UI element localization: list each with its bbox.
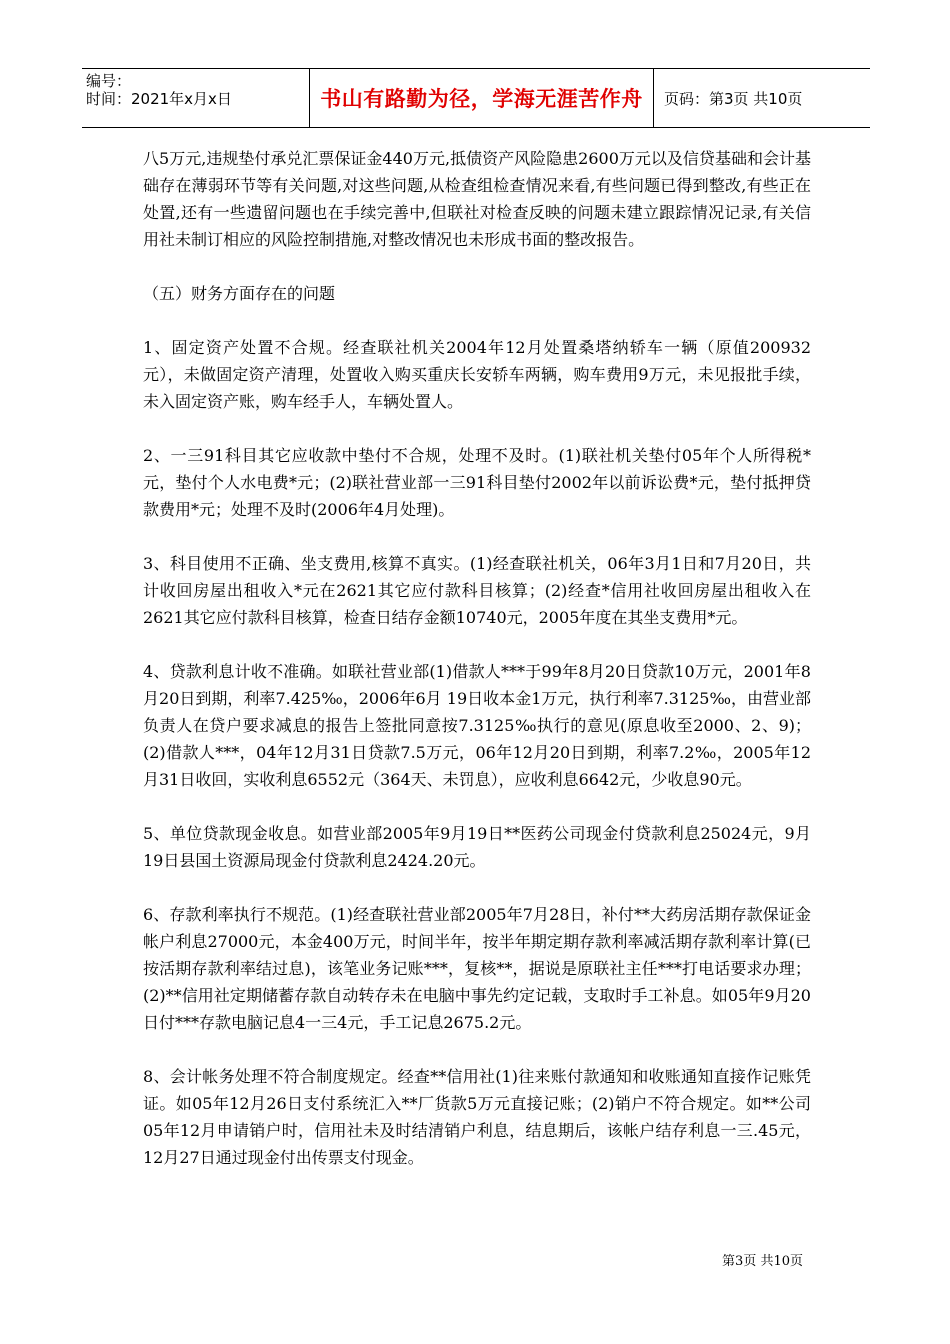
page-footer: 第3页 共10页 bbox=[722, 1254, 803, 1269]
paragraph: 2、一三91科目其它应收款中垫付不合规，处理不及时。(1)联社机关垫付05年个人所得税*元，垫付个人水电费*元；(2)联社营业部一三91科目垫付2002年以前诉讼费*元，垫付抵押贷款费用*元；处理不及时(2006年4月处理)。 bbox=[143, 446, 811, 519]
document-number-label: 编号： bbox=[86, 72, 132, 90]
paragraph: 6、存款利率执行不规范。(1)经查联社营业部2005年7月28日，补付**大药房活期存款保证金帐户利息27000元，本金400万元，时间半年，按半年期定期存款利率减活期存款利率计算(已按活期存款利率结过息)，该笔业务记账***，复核**，据说是原联社主任***打电话要求办理；(2)**信用社定期储蓄存款自动转存未在电脑中事先约定记载，支取时手工补息。如05年9月20日付***存款电脑记息4一三4元，手工记息2675.2元。 bbox=[143, 905, 811, 1032]
document-time-label: 时间：2021年x月x日 bbox=[86, 90, 232, 108]
page-header bbox=[82, 68, 870, 128]
paragraph: 八5万元,违规垫付承兑汇票保证金440万元,抵债资产风险隐患2600万元以及信贷基础和会计基础存在薄弱环节等有关问题,对这些问题,从检查组检查情况来看,有些问题已得到整改,有些正在处置,还有一些遗留问题也在手续完善中,但联社对检查反映的问题未建立跟踪情况记录,有关信用社未制订相应的风险控制措施,对整改情况也未形成书面的整改报告。 bbox=[143, 149, 811, 249]
header-page-code: 页码：第3页 共10页 bbox=[664, 89, 803, 108]
paragraph: 1、固定资产处置不合规。经查联社机关2004年12月处置桑塔纳轿车一辆（原值200932元），未做固定资产清理，处置收入购买重庆长安轿车两辆，购车费用9万元，未见报批手续，未入固定资产账，购车经手人，车辆处置人。 bbox=[143, 338, 811, 411]
header-motto: 书山有路勤为径，学海无涯苦作舟 bbox=[310, 69, 654, 127]
paragraph: 4、贷款利息计收不准确。如联社营业部(1)借款人***于99年8月20日贷款10万元，2001年8月20日到期，利率7.425‰，2006年6月 19日收本金1万元，执行利率7.3125‰，由营业部负责人在贷户要求减息的报告上签批同意按7.3125‰执行的意见(原息收至2000、2、9)；(2)借款人***，04年12月31日贷款7.5万元，06年12月20日到期，利率7.2‰，2005年12月31日收回，实收利息6552元（364天、未罚息），应收利息6642元，少收息90元。 bbox=[143, 662, 811, 789]
paragraph: 8、会计帐务处理不符合制度规定。经查**信用社(1)往来账付款通知和收账通知直接作记账凭证。如05年12月26日支付系统汇入**厂货款5万元直接记账；(2)销户不符合规定。如**公司05年12月申请销户时，信用社未及时结清销户利息，结息期后，该帐户结存利息一三.45元，12月27日通过现金付出传票支付现金。 bbox=[143, 1067, 811, 1167]
paragraph: 5、单位贷款现金收息。如营业部2005年9月19日**医药公司现金付贷款利息25024元，9月19日县国土资源局现金付贷款利息2424.20元。 bbox=[143, 824, 811, 870]
document-body bbox=[143, 145, 811, 1198]
section-heading: （五）财务方面存在的问题 bbox=[143, 284, 336, 303]
paragraph: 3、科目使用不正确、坐支费用,核算不真实。(1)经查联社机关，06年3月1日和7月20日，共计收回房屋出租收入*元在2621其它应付款科目核算；(2)经查*信用社收回房屋出租收入在2621其它应付款科目核算，检查日结存金额10740元，2005年度在其坐支费用*元。 bbox=[143, 554, 811, 627]
header-meta bbox=[82, 69, 310, 127]
